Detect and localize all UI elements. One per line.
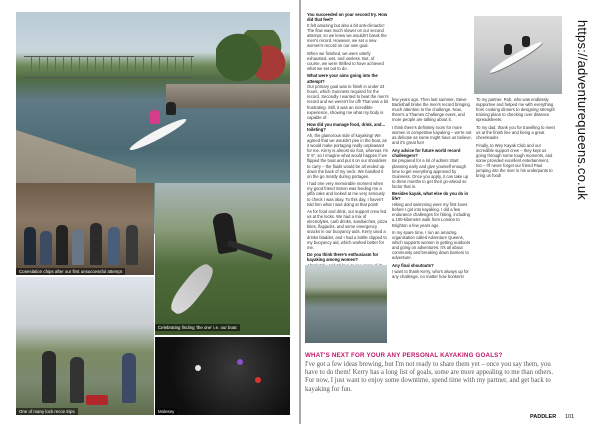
photo-celebrating	[155, 183, 290, 335]
answer: few years ago. Then last summer, Steve Backshall broke the men's record bringing much attention to the challenge. Now, there's a Thames Challenge event, and more people are talking about it.	[392, 97, 470, 123]
answer: To my dad, thank you for travelling to meet us at the finish line and being a great cheerleader.	[476, 124, 555, 141]
pull-quote: I've got a few ideas brewing, but I'm not ready to share them yet – once you say them, you have to do them! Kerry has a long list of goals, some are more appealing to me than others. For now, I just want to enjoy some downtime, spend time with my partner, and get back to kayaking for fun.	[305, 361, 554, 393]
person	[56, 225, 68, 265]
lock-railing	[24, 56, 194, 78]
photo-group	[16, 183, 154, 275]
question: Besides kayak, what else do you do in life?	[392, 191, 469, 202]
riverbank-bushes	[216, 30, 290, 85]
headtorch-light	[195, 365, 201, 371]
answer: It felt amazing but also a bit anti-climactic! The flow was much slower on our second attempt, so we knew we wouldn't break the men's record. However, we set a new women's record on our own goal.	[307, 22, 387, 49]
brand-logo-left: PADDLER	[18, 6, 54, 13]
person	[40, 231, 52, 265]
photo-molesey	[155, 337, 290, 415]
article-column-2	[392, 97, 472, 281]
answer: When we finished, we were utterly exhausted, wet, and useless. But, of course, we were thrilled to have achieved what we set out to do.	[307, 50, 384, 71]
lock-wall	[166, 84, 290, 108]
website-url[interactable]: https://adventurequeens.co.uk	[575, 20, 590, 200]
purple-light	[237, 359, 243, 365]
person	[122, 353, 136, 403]
answer: As for food and drink, our support crew fed us at the locks. We had a mix of electrolytes, carb drinks, sandwiches, pizza bites, flapjacks, and some emergency snacks in our buoyancy aids. Kerry used a drinks bladder, and I had a bottle clipped to my buoyancy aid, which worked better for me.	[307, 209, 388, 250]
person	[108, 227, 120, 265]
answer: I want to thank Kerry, who's always up for any challenge, no matter how bonkers!	[392, 268, 469, 279]
answer: In my spare time, I run an amazing organisation called Adventure Queens, which supports women in getting outdoors and going on adventures. It's all about community and breaking down barriers to adventure.	[392, 230, 471, 261]
answer: Our primary goal was to finish in under 24 hours, which Guinness required for the record. Secondly I wanted to beat the men's record and we weren't far off! That was a bit frustrating. Still, it was an incredible experience, showing me what my body is capable of.	[307, 84, 389, 120]
article-column-3	[476, 97, 556, 181]
question: How did you manage food, drink, and... toileting?	[307, 122, 385, 133]
answer: I had one very memorable moment when my good friend Simon was feeding me a jaffa cake and looked at me very seriously to check I was okay. To this day, I haven't told him what I was doing at that point!	[307, 181, 385, 207]
page-number: 101	[565, 414, 575, 420]
question: Any advice for future world record challengers?	[392, 147, 461, 158]
answer: Hiking and swimming were my first loves before I got into kayaking. I did a few endurance challenges for hiking, including a 100-kilometre walk from London to Brighton a few years ago.	[392, 202, 470, 228]
paddler	[522, 36, 530, 47]
paddler	[504, 44, 512, 55]
answer: Be prepared for a lot of admin! Start planning early and give yourself enough time to get everything approved by Guinness. Once you apply, it can take up to three months to get their go-ahead so factor that in.	[392, 158, 469, 189]
answer: To my partner, Rob, who was endlessly supportive and helped me with everything from cooking dinners to designing strength training plans to checking over distance spreadsheets.	[476, 97, 555, 123]
page-spine	[299, 0, 301, 424]
caption-recce: One of many lock recce trips	[16, 408, 78, 415]
article-column-1	[307, 12, 389, 281]
red-light	[255, 377, 261, 383]
photo-river-landscape	[305, 265, 387, 343]
person	[42, 351, 56, 403]
kayak	[488, 39, 543, 75]
photo-lock-recce	[16, 277, 154, 415]
person	[72, 229, 84, 265]
caption-celebrating: Celebrating finding 'the one' i.e. our boat	[155, 324, 240, 331]
photo-kayakers-river	[474, 16, 562, 94]
paddler-dark	[166, 102, 176, 115]
brand-logo-right: PADDLER	[530, 414, 557, 420]
red-bag	[86, 395, 108, 405]
answer: I think there's definitely room for more women in competitive kayaking – we're not as delicate as some might have us believe, and it's great fun!	[392, 124, 472, 146]
kayak-boat	[166, 260, 217, 318]
person	[24, 227, 36, 265]
section-headline: WHAT'S NEXT FOR YOUR ANY PERSONAL KAYAKING GOALS?	[305, 352, 503, 359]
answer: Finally, to Wey Kayak Club and our incredible support crew – they kept us going through some tough moments, and some provided excellent entertainment, too – I'll never forget our friend Paul jumping into the river in his underpants to bring us food!	[476, 142, 553, 179]
question: You succeeded on your second try. How did that feel?	[307, 12, 388, 23]
caption-molesey: Molesey	[155, 408, 177, 415]
caption-group: Coneslation chips after our first unsuccessful attempt	[16, 268, 125, 275]
person	[90, 223, 102, 265]
question: What were your aims going into the attempt?	[307, 73, 378, 84]
question: Do you think there's enthusiasm for kayaking among women?	[307, 252, 379, 263]
person	[126, 225, 138, 265]
paddler-pink	[150, 110, 160, 124]
answer: Ah, the glamorous side of kayaking! We agreed that we wouldn't pee in the boat, as it would make portaging really unpleasant for me. Kerry is almost six foot, whereas I'm 5' 5", so I imagine what would happen if we flipped the boat and put it on our shoulders to carry – the fluids would be all ended up down the back of my neck. We handled it on the go mostly during portages.	[307, 133, 389, 179]
question: Any final shoutouts?	[392, 262, 434, 268]
person	[70, 357, 84, 403]
